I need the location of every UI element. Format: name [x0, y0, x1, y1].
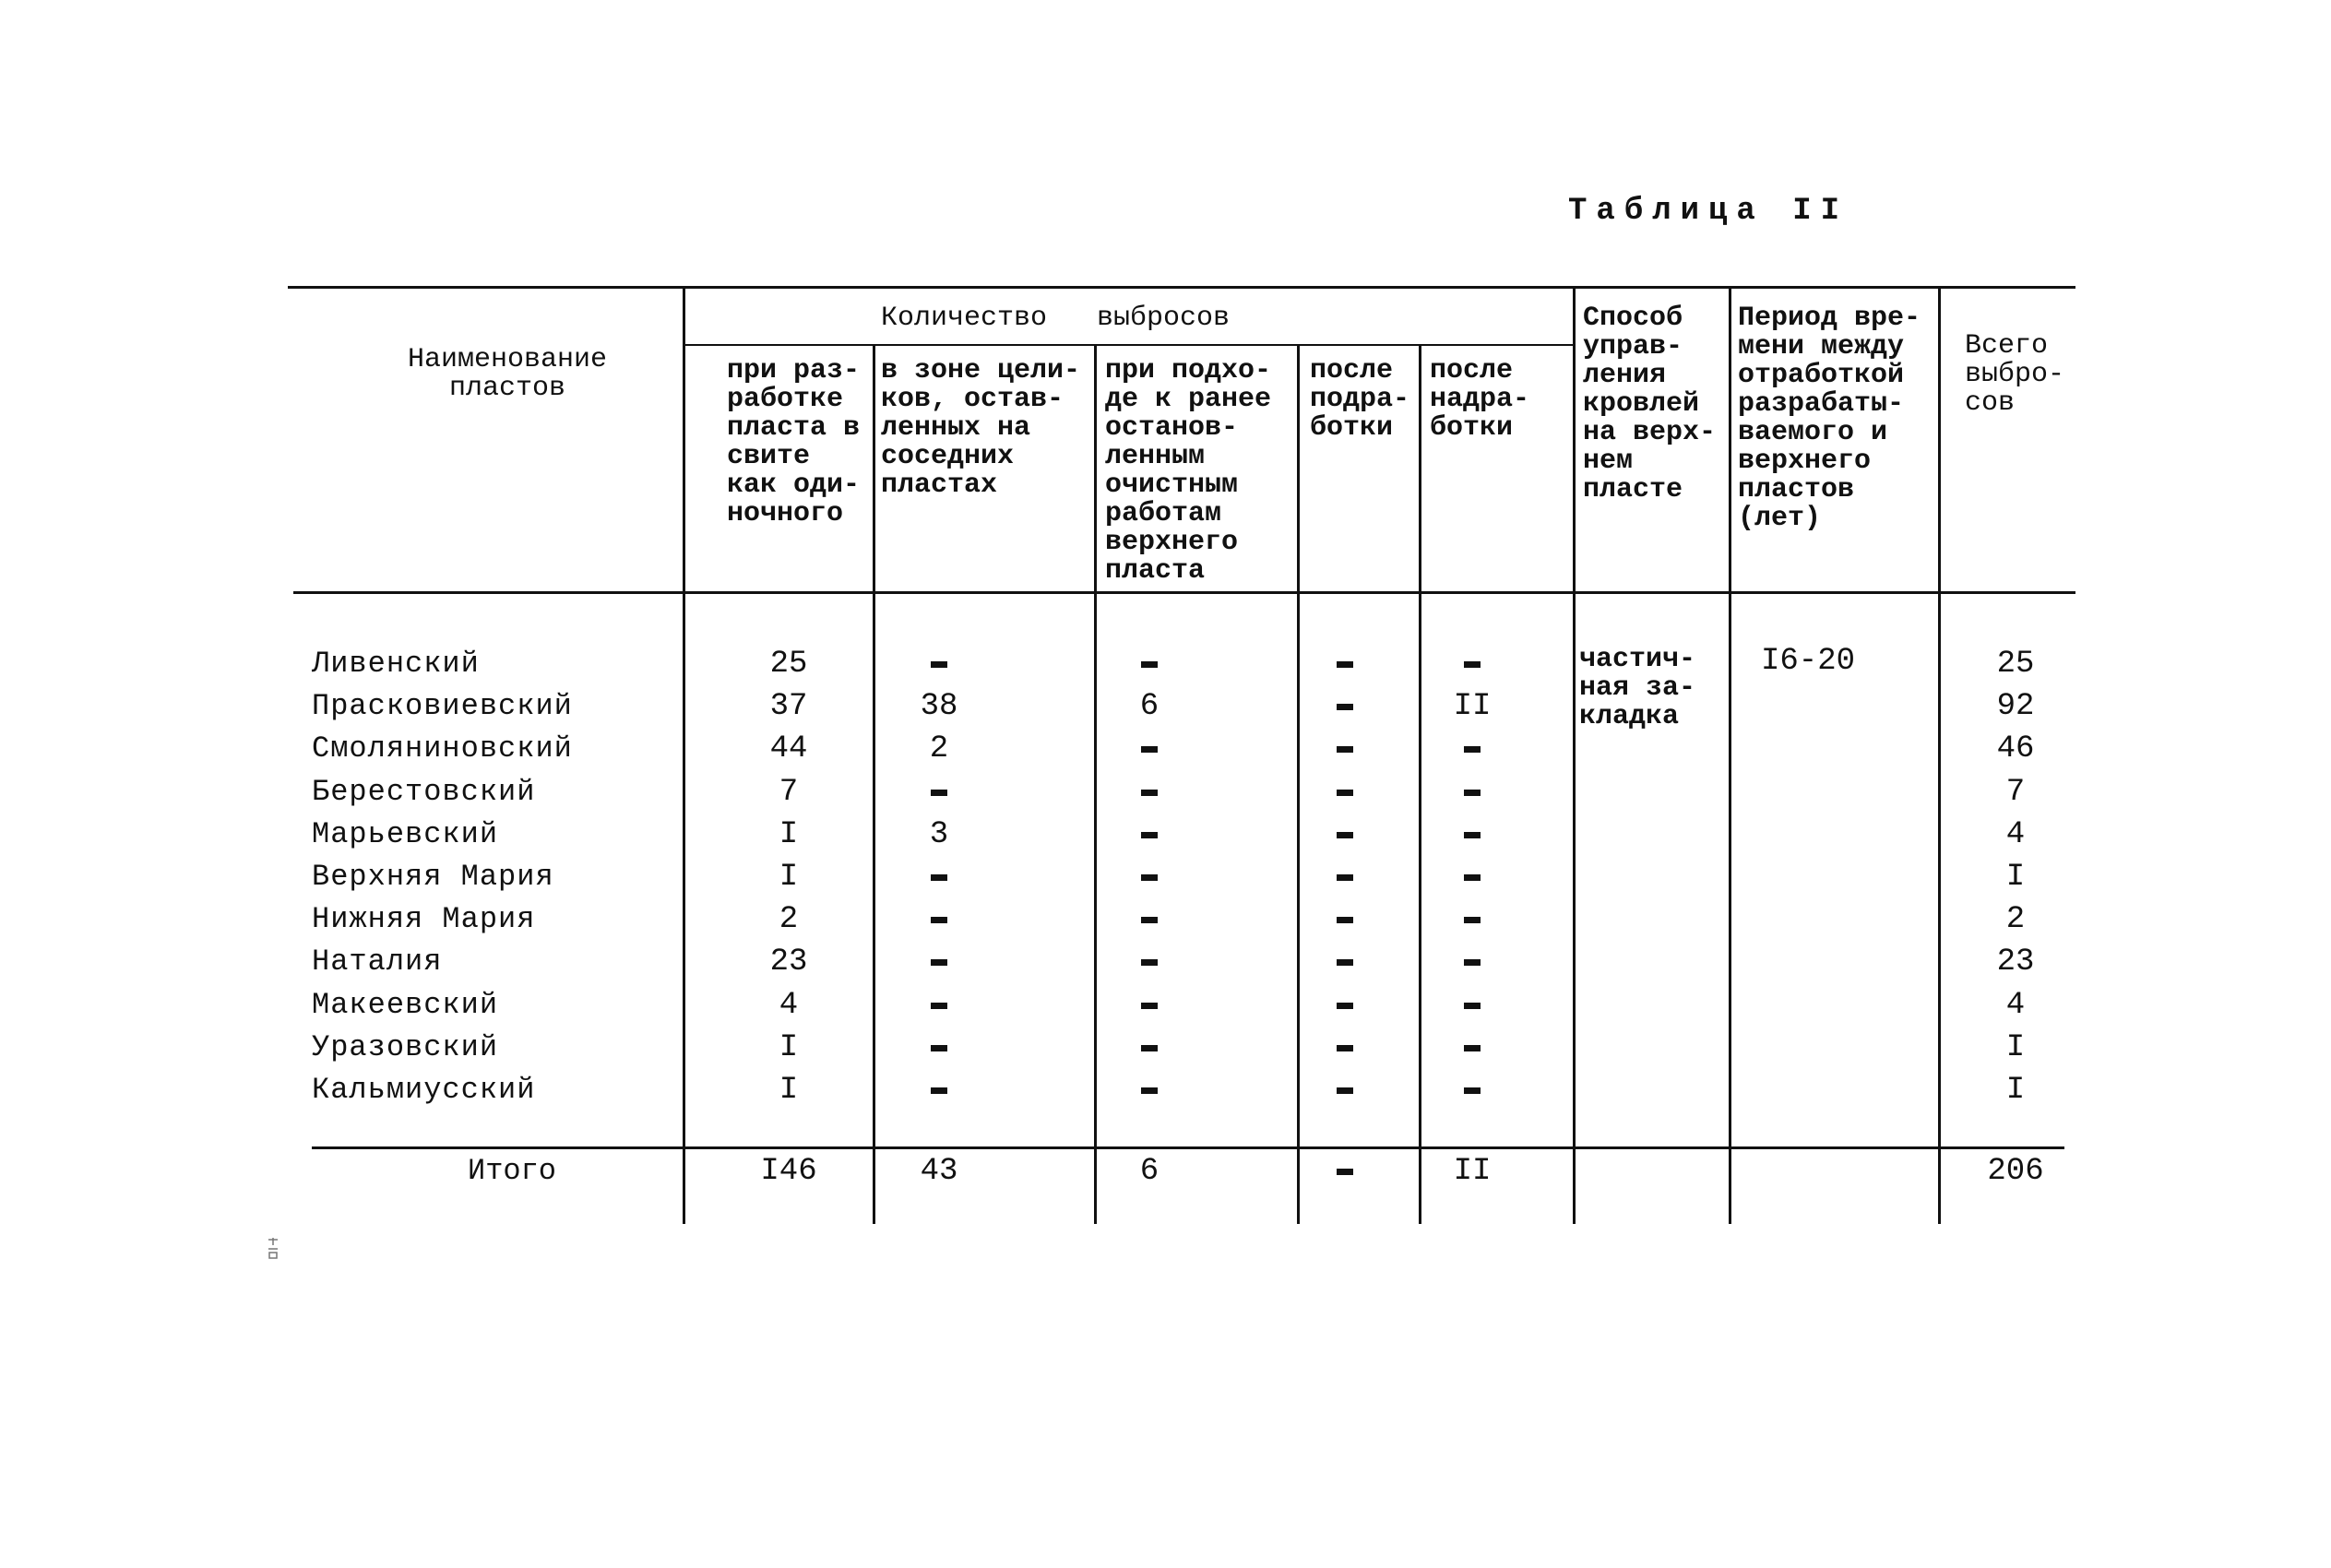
- table-cell: I: [2005, 1029, 2026, 1065]
- table-cell: 206: [1987, 1154, 2044, 1189]
- table-row: [0, 856, 2331, 898]
- seam-name: Верхняя Мария: [312, 860, 554, 894]
- dash-mark: [1141, 661, 1158, 668]
- table-cell: 4: [779, 987, 799, 1023]
- dash-mark: [1337, 661, 1353, 668]
- dash-mark: [1337, 1045, 1353, 1051]
- dash-mark: [931, 959, 947, 966]
- header-sub-5: после надра- ботки: [1430, 355, 1530, 444]
- table-cell: I: [2005, 1073, 2026, 1108]
- seam-name: Кальмиусский: [312, 1073, 536, 1107]
- table-cell: 4: [2005, 987, 2026, 1023]
- dash-mark: [1464, 661, 1481, 668]
- margin-mark-icon: [266, 1236, 280, 1260]
- dash-mark: [1141, 746, 1158, 753]
- dash-mark: [1141, 1045, 1158, 1051]
- table-cell: 44: [769, 731, 808, 767]
- method-value: частич- ная за- кладка: [1579, 644, 1696, 732]
- table-cell: I: [779, 816, 799, 852]
- period-value: I6-20: [1760, 644, 1856, 679]
- table-cell: II: [1453, 1154, 1492, 1189]
- header-sub-1: при раз- работке пласта в свите как оди- ночного: [727, 355, 861, 529]
- table-row: [0, 643, 2331, 685]
- table-cell: I: [779, 860, 799, 895]
- dash-mark: [1464, 874, 1481, 881]
- table-cell: 38: [920, 689, 958, 725]
- dash-mark: [931, 917, 947, 923]
- seam-name: Наталия: [312, 944, 443, 980]
- dash-mark: [931, 1087, 947, 1094]
- table-title: Таблица II: [1568, 194, 1849, 229]
- seam-name: Макеевский: [312, 987, 499, 1022]
- seam-name: Нижняя Мария: [312, 902, 536, 937]
- dash-mark: [1337, 746, 1353, 753]
- table-cell: 3: [929, 816, 949, 852]
- dash-mark: [1464, 832, 1481, 838]
- dash-mark: [1464, 790, 1481, 796]
- table-cell: 43: [920, 1154, 958, 1189]
- header-method: Способ управ- ления кровлей на верх- нем пласте: [1583, 303, 1717, 505]
- dash-mark: [931, 790, 947, 796]
- table-cell: 37: [769, 689, 808, 725]
- header-sub-2: в зоне цели- ков, остав- ленных на соседних пластах: [881, 355, 1081, 501]
- seam-name: Уразовский: [312, 1029, 499, 1064]
- table-cell: 2: [2005, 902, 2026, 938]
- dash-mark: [1141, 874, 1158, 881]
- dash-mark: [1337, 1087, 1353, 1094]
- seam-name: Марьевский: [312, 816, 499, 851]
- header-name-col: Наименование пластов: [407, 344, 608, 404]
- dash-mark: [1464, 959, 1481, 966]
- table-cell: I: [2005, 860, 2026, 895]
- table-cell: 92: [1996, 689, 2035, 725]
- dash-mark: [1337, 832, 1353, 838]
- dash-mark: [1141, 1003, 1158, 1009]
- table-row: [0, 1027, 2331, 1069]
- table-cell: 23: [1996, 944, 2035, 980]
- table-cell: 2: [929, 731, 949, 767]
- seam-name: Берестовский: [312, 774, 536, 809]
- table-cell: 25: [1996, 647, 2035, 682]
- table-cell: I46: [760, 1154, 817, 1189]
- header-group: Количество выбросов: [881, 303, 1231, 334]
- seam-name: Ливенский: [312, 647, 480, 681]
- table-row: [0, 898, 2331, 941]
- dash-mark: [1141, 1087, 1158, 1094]
- table-cell: 7: [2005, 774, 2026, 810]
- table-row: [0, 814, 2331, 856]
- table-cell: 4: [2005, 816, 2026, 852]
- dash-mark: [1337, 874, 1353, 881]
- dash-mark: [1337, 790, 1353, 796]
- dash-mark: [1141, 917, 1158, 923]
- table-row: [0, 1069, 2331, 1111]
- table-cell: 6: [1139, 1154, 1160, 1189]
- rule-top: [288, 286, 2075, 289]
- table-cell: I: [779, 1073, 799, 1108]
- header-period: Период вре- мени между отработкой разрабаты- ваемого и верхнего пластов (лет): [1738, 303, 1921, 534]
- table-row: [0, 941, 2331, 983]
- dash-mark: [1141, 959, 1158, 966]
- dash-mark: [931, 874, 947, 881]
- table-row: [0, 771, 2331, 814]
- table-cell: 7: [779, 774, 799, 810]
- dash-mark: [1337, 704, 1353, 710]
- dash-mark: [1337, 959, 1353, 966]
- dash-mark: [1464, 1087, 1481, 1094]
- dash-mark: [1464, 917, 1481, 923]
- dash-mark: [1464, 746, 1481, 753]
- table-cell: 2: [779, 902, 799, 938]
- dash-mark: [1464, 1045, 1481, 1051]
- header-total: Всего выбро- сов: [1965, 330, 2065, 419]
- totals-row: [0, 1150, 2331, 1193]
- table-cell: 25: [769, 647, 808, 682]
- dash-mark: [1141, 790, 1158, 796]
- table-row: [0, 984, 2331, 1027]
- header-sub-4: после подра- ботки: [1310, 355, 1410, 444]
- header-sub-3: при подхо- де к ранее останов- ленным очистным работам верхнего пласта: [1105, 355, 1272, 587]
- dash-mark: [1337, 1169, 1353, 1175]
- rule-group-under: [683, 344, 1573, 346]
- table-cell: 23: [769, 944, 808, 980]
- dash-mark: [931, 661, 947, 668]
- dash-mark: [1337, 1003, 1353, 1009]
- dash-mark: [1337, 917, 1353, 923]
- totals-label: Итого: [467, 1154, 556, 1188]
- table-cell: 6: [1139, 689, 1160, 725]
- dash-mark: [931, 1003, 947, 1009]
- rule-totals-top: [312, 1146, 2064, 1149]
- seam-name: Прасковиевский: [312, 689, 573, 724]
- seam-name: Смоляниновский: [312, 731, 573, 766]
- table-cell: 46: [1996, 731, 2035, 767]
- rule-header-bottom: [293, 591, 2075, 594]
- dash-mark: [931, 1045, 947, 1051]
- table-cell: II: [1453, 689, 1492, 725]
- table-row: [0, 728, 2331, 770]
- dash-mark: [1141, 832, 1158, 838]
- table-cell: I: [779, 1029, 799, 1065]
- table-row: [0, 685, 2331, 728]
- dash-mark: [1464, 1003, 1481, 1009]
